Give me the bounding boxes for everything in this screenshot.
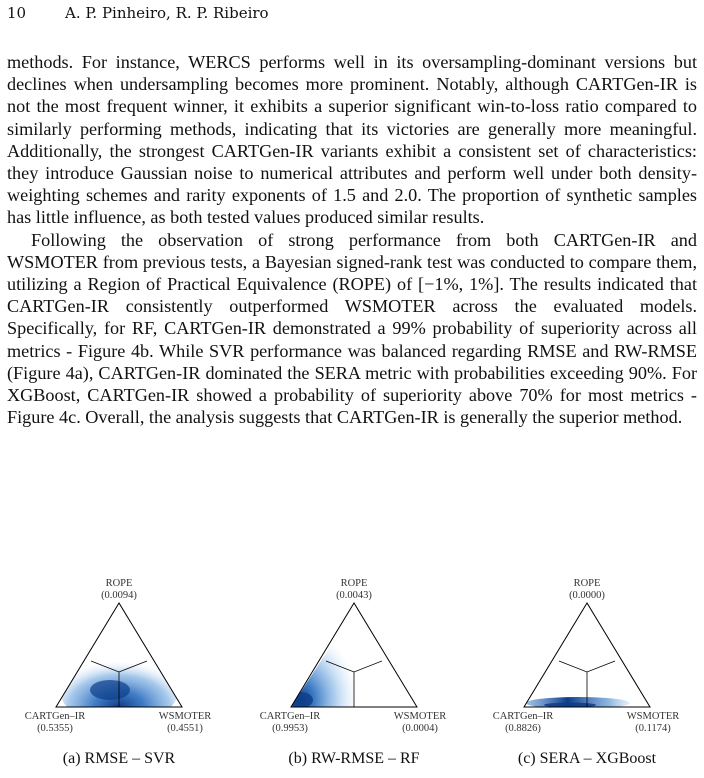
vertex-value: (0.0094) [101, 590, 137, 601]
vertex-name: WSMOTER [626, 711, 680, 722]
vertex-label-right [618, 711, 688, 735]
vertex-name: CARTGen–IR [492, 711, 554, 722]
paragraph: methods. For instance, WERCS performs well in its oversampling-dominant versions but declines when undersampling becomes more prominent. Notably, although CARTGen-IR is not the most frequent winner, it exhibits a superior significant win-to-loss ratio compared to similarly performing methods, indicating that its victories are generally more meaningful. Additionally, the strongest CARTGen-IR variants exhibit a consistent set of characteristics: they introduce Gaussian noise to numerical attributes and perform well under both density-weighting schemes and rarity exponents of 1.5 and 2.0. The proportion of synthetic samples has little influence, as both tested values produced similar results. [7, 52, 697, 228]
vertex-value: (0.0000) [569, 590, 605, 601]
vertex-name: WSMOTER [158, 711, 212, 722]
region-boundaries [559, 661, 615, 672]
vertex-name: ROPE [105, 578, 133, 589]
vertex-value: (0.4551) [167, 723, 203, 734]
figure-caption: (a) RMSE – SVR [62, 750, 176, 767]
vertex-label-right [385, 711, 455, 735]
vertex-value: (0.9953) [272, 723, 308, 734]
figure-4c [470, 570, 704, 778]
vertex-label-top [324, 578, 384, 602]
vertex-label-top [89, 578, 149, 602]
vertex-value: (0.8826) [505, 723, 541, 734]
vertex-label-right [150, 711, 220, 735]
vertex-value: (0.0004) [402, 723, 438, 734]
vertex-name: ROPE [340, 578, 368, 589]
vertex-name: CARTGen–IR [24, 711, 86, 722]
figure-4a [2, 570, 236, 778]
vertex-label-left [250, 711, 330, 735]
vertex-value: (0.1174) [635, 723, 671, 734]
page-number: 10 [7, 4, 27, 22]
figure-4b [237, 570, 471, 778]
vertex-name: CARTGen–IR [259, 711, 321, 722]
vertex-name: ROPE [573, 578, 601, 589]
body-text [7, 51, 697, 428]
vertex-value: (0.5355) [37, 723, 73, 734]
figure-caption: (b) RW-RMSE – RF [288, 750, 420, 767]
vertex-label-top [557, 578, 617, 602]
header-authors: A. P. Pinheiro, R. P. Ribeiro [65, 4, 269, 22]
vertex-label-left [483, 711, 563, 735]
running-header [7, 4, 269, 22]
vertex-value: (0.0043) [336, 590, 372, 601]
paragraph: Following the observation of strong performance from both CARTGen-IR and WSMOTER from previous tests, a Bayesian signed-rank test was conducted to compare them, utilizing a Region of Practical Equivalence (ROPE) of [−1%, 1%]. The results indicated that CARTGen-IR consistently outperformed WSMOTER across the evaluated models. Specifically, for RF, CARTGen-IR demonstrated a 99% probability of superiority across all metrics - Figure 4b. While SVR performance was balanced regarding RMSE and RW-RMSE (Figure 4a), CARTGen-IR dominated the SERA metric with probabilities exceeding 90%. For XGBoost, CARTGen-IR showed a probability of superiority above 70% for most metrics - Figure 4c. Overall, the analysis suggests that CARTGen-IR is generally the superior method. [7, 229, 697, 428]
vertex-label-left [15, 711, 95, 735]
figure-caption: (c) SERA – XGBoost [517, 750, 657, 767]
vertex-name: WSMOTER [393, 711, 447, 722]
